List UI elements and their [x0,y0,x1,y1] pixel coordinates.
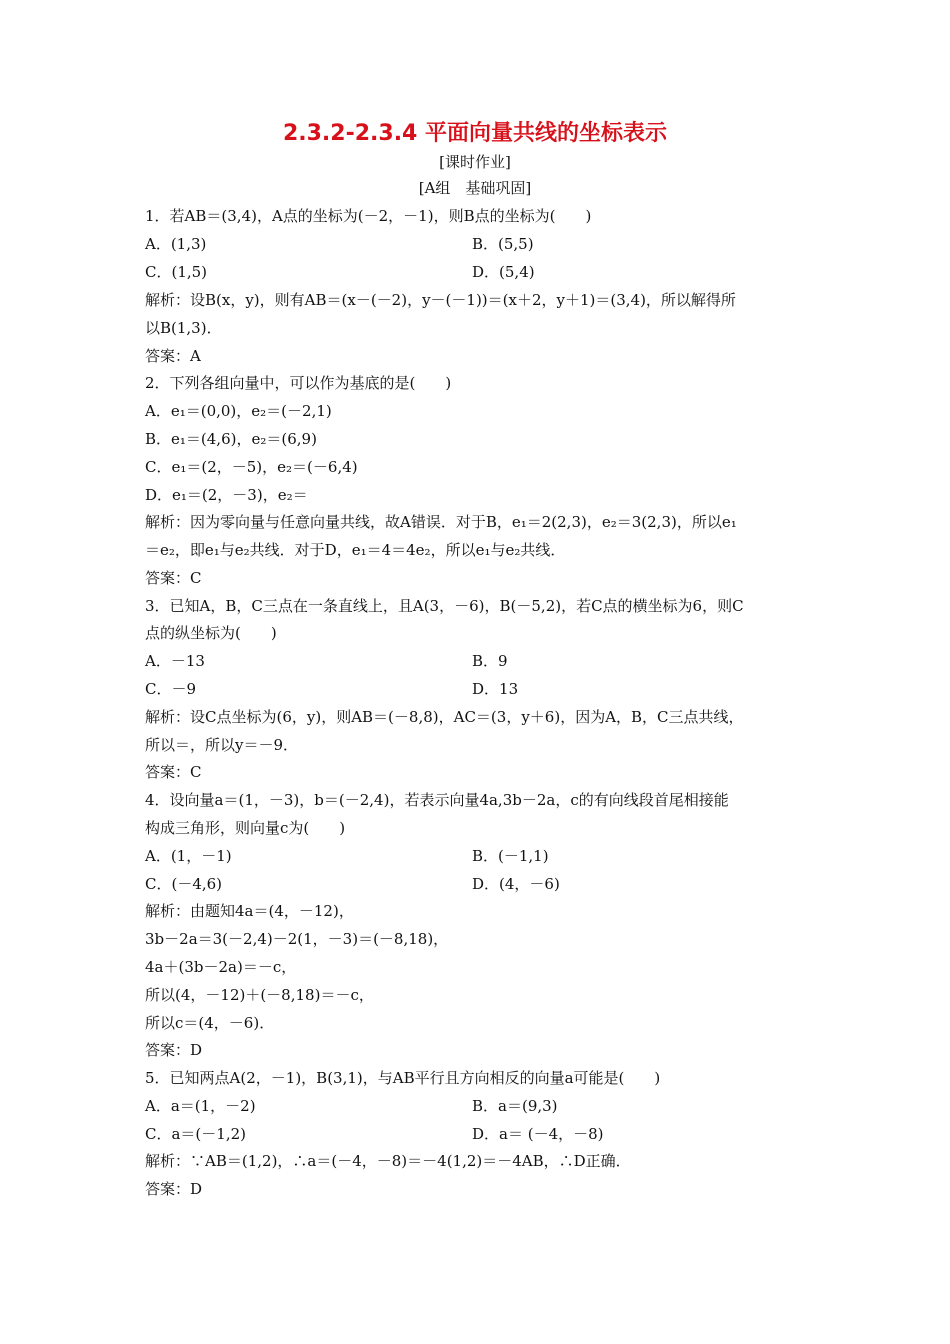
text-line: 3b－2a＝3(－2,4)－2(1，－3)＝(－8,18)， [145,930,449,948]
text-line: C．－9 [145,680,197,698]
text-line: A．(1，－1) [145,847,232,865]
text-line: 3．已知A，B，C三点在一条直线上，且A(3，－6)，B(－5,2)，若C点的横坐标为6，则C [145,597,744,615]
text-line: 答案：D [145,1041,203,1059]
text-line: B．(－1,1) [472,847,549,865]
text-line: 解析：因为零向量与任意向量共线，故A错误．对于B，e₁＝2(2,3)，e₂＝3(2,3)，所以e₁ [145,513,737,531]
text-line: C．(1,5) [145,263,208,281]
text-line: D．a＝ (－4，－8) [472,1125,604,1143]
text-line: 解析：设B(x，y)，则有AB＝(x－(－2)，y－(－1))＝(x＋2，y＋1)＝(3,4)，所以解得所 [145,291,736,309]
text-line: 构成三角形，则向量c为( ) [145,819,346,837]
page-title: 2.3.2-2.3.4 平面向量共线的坐标表示 [282,121,668,146]
text-line: 所以c＝(4，－6)． [145,1014,275,1032]
text-line: 4．设向量a＝(1，－3)，b＝(－2,4)，若表示向量4a,3b－2a，c的有向线段首尾相接能 [145,791,729,809]
text-line: 4a＋(3b－2a)＝－c， [145,958,297,976]
text-line: B．e₁＝(4,6)，e₂＝(6,9) [145,430,317,448]
text-line: D．(4，－6) [472,875,560,893]
text-line: 解析：∵AB＝(1,2)，∴a＝(－4，－8)＝－4(1,2)＝－4AB，∴D正确． [145,1152,631,1170]
text-line: B．(5,5) [472,235,534,253]
subtitle: [课时作业] [439,153,511,171]
section-heading: [A组 基础巩固] [418,179,532,197]
text-line: C．a＝(－1,2) [145,1125,246,1143]
text-line: 点的纵坐标为( ) [145,624,277,642]
text-line: 5．已知两点A(2，－1)，B(3,1)，与AB平行且方向相反的向量a可能是( ) [145,1069,661,1087]
text-line: B．9 [472,652,508,670]
text-line: C．(－4,6) [145,875,223,893]
text-line: A．－13 [145,652,205,670]
text-line: 以B(1,3)． [145,319,222,337]
text-line: D．e₁＝(2，－3)，e₂＝ [145,486,308,504]
text-line: 所以＝，所以y＝－9． [145,736,299,754]
text-line: 2．下列各组向量中，可以作为基底的是( ) [145,374,452,392]
text-line: A．e₁＝(0,0)，e₂＝(－2,1) [145,402,332,420]
text-line: 解析：设C点坐标为(6，y)，则AB＝(－8,8)，AC＝(3，y＋6)，因为A，B，C三点共线， [145,708,744,726]
text-line: D．13 [472,680,519,698]
text-line: 所以(4，－12)＋(－8,18)＝－c， [145,986,374,1004]
text-line: A．a＝(1，－2) [145,1097,256,1115]
text-line: 答案：C [145,763,202,781]
text-line: 答案：A [145,347,201,365]
text-line: 答案：C [145,569,202,587]
text-line: B．a＝(9,3) [472,1097,558,1115]
text-line: C．e₁＝(2，－5)，e₂＝(－6,4) [145,458,358,476]
text-line: A．(1,3) [145,235,207,253]
text-line: D．(5,4) [472,263,535,281]
text-line: 解析：由题知4a＝(4，－12)， [145,902,354,920]
text-line: 1．若AB＝(3,4)，A点的坐标为(－2，－1)，则B点的坐标为( ) [145,207,592,225]
text-line: ＝e₂，即e₁与e₂共线．对于D，e₁＝4＝4e₂，所以e₁与e₂共线． [145,541,566,559]
text-line: 答案：D [145,1180,203,1198]
